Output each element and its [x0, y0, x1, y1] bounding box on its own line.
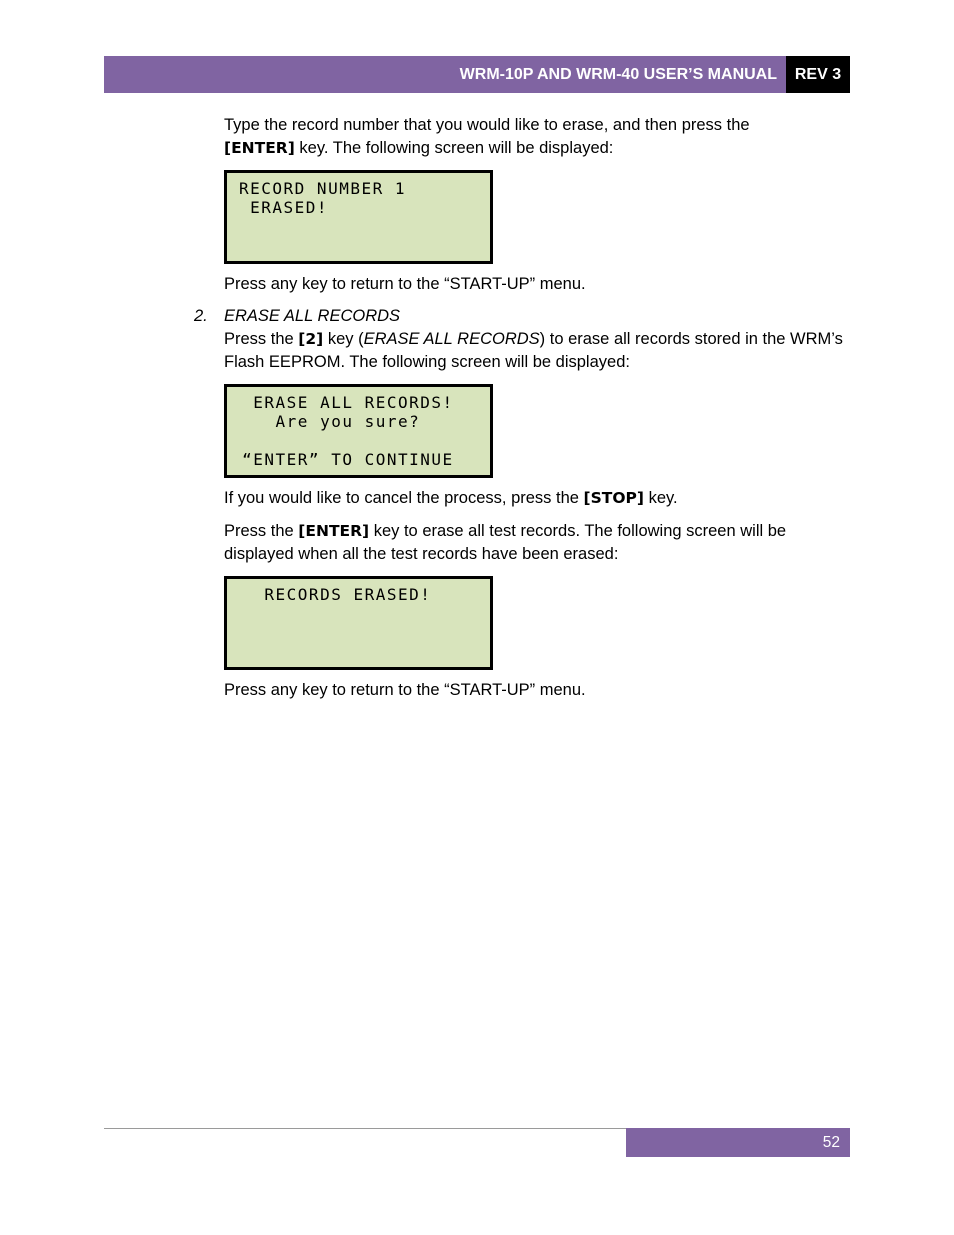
text: If you would like to cancel the process, press the	[224, 489, 584, 507]
text: key (	[323, 330, 364, 348]
lcd-line	[231, 604, 490, 623]
key-label: [ENTER]	[298, 522, 370, 540]
manual-title: WRM-10P AND WRM-40 USER’S MANUAL	[104, 56, 786, 93]
lcd-line: ERASED!	[239, 198, 329, 217]
lcd-line: RECORD NUMBER 1	[239, 179, 406, 198]
lcd-line	[231, 623, 490, 642]
lcd-line: Are you sure?	[231, 412, 421, 431]
paragraph: Press any key to return to the “START-UP” menu.	[224, 275, 586, 293]
lcd-line	[231, 431, 490, 450]
text: Press the	[224, 330, 299, 348]
section-heading: ERASE ALL RECORDS	[224, 307, 401, 325]
lcd-line: “ENTER” TO CONTINUE	[231, 450, 454, 469]
text: key.	[643, 489, 678, 507]
text: displayed when all the test records have been erased:	[224, 545, 619, 563]
lcd-line: RECORDS ERASED!	[231, 585, 432, 604]
paragraph	[224, 487, 844, 510]
lcd-screen	[224, 170, 493, 264]
list-item-heading	[194, 305, 844, 328]
text: ERASE ALL RECORDS	[363, 330, 540, 348]
list-number: 2.	[194, 307, 208, 325]
lcd-line: ERASE ALL RECORDS!	[231, 393, 454, 412]
text: key. The following screen will be displayed:	[294, 139, 614, 157]
text: ) to erase all records stored in the WRM’s	[539, 330, 843, 348]
lcd-line	[239, 236, 490, 255]
lcd-screen	[224, 576, 493, 670]
lcd-line	[239, 217, 490, 236]
paragraph	[224, 328, 844, 374]
text: Press the	[224, 522, 299, 540]
paragraph: Press any key to return to the “START-UP” menu.	[224, 681, 586, 699]
key-label: [STOP]	[583, 489, 644, 507]
lcd-line	[231, 642, 490, 661]
revision-badge: REV 3	[786, 56, 850, 93]
paragraph	[224, 114, 844, 160]
key-label: [2]	[298, 330, 324, 348]
text: key to erase all test records. The following screen will be	[369, 522, 787, 540]
key-label: [ENTER]	[224, 139, 295, 157]
text: Flash EEPROM. The following screen will be displayed:	[224, 353, 630, 371]
page-header	[104, 56, 850, 93]
paragraph	[224, 520, 844, 566]
page-content	[194, 114, 844, 702]
page-number: 52	[626, 1128, 850, 1157]
lcd-screen	[224, 384, 493, 478]
text: Type the record number that you would like to erase, and then press the	[224, 116, 750, 134]
